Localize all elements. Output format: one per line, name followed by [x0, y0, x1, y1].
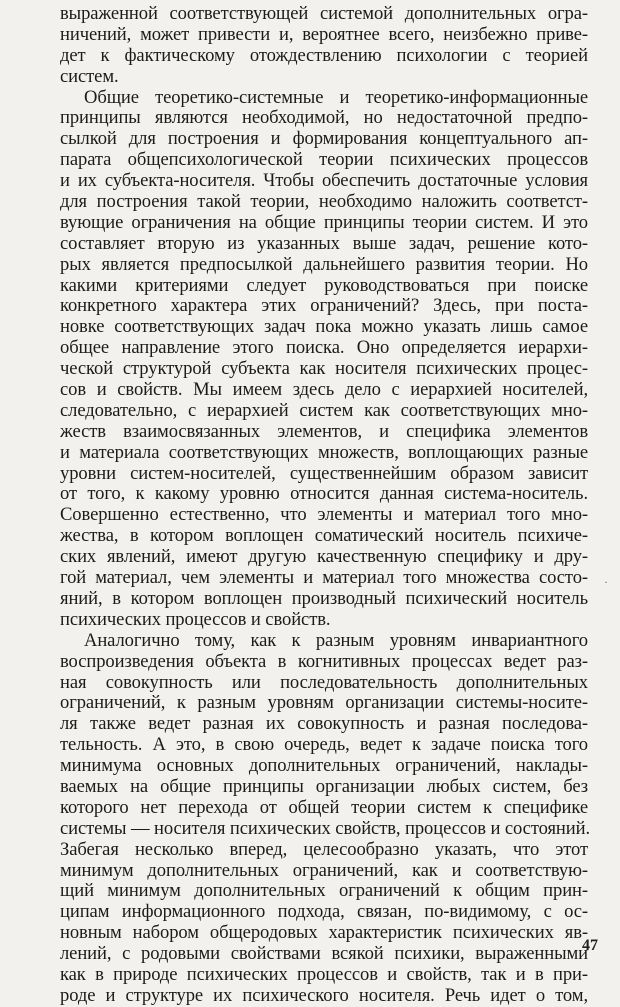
- text-line: уровни систем-носителей, существеннейшим образом зависит: [60, 462, 588, 484]
- text-line: рых является предпосылкой дальнейшего развития теории. Но: [60, 253, 588, 275]
- text-line: новным набором общеродовых характеристик психических яв-: [60, 922, 588, 944]
- text-line: ная совокупность или последовательность дополнительных: [60, 671, 588, 693]
- text-line: парата общепсихологической теории психических процессов: [60, 149, 588, 171]
- page-number: 47: [582, 937, 598, 954]
- text-line: минимума основных дополнительных ограничений, наклады-: [60, 755, 588, 777]
- text-line: Совершенно естественно, что элементы и материал того мно-: [60, 504, 588, 526]
- text-line: ципам информационного подхода, связан, по-видимому, с ос-: [60, 901, 588, 923]
- text-line: общее направление этого поиска. Оно определяется иерархи-: [60, 337, 588, 359]
- text-line: Забегая несколько вперед, целесообразно указать, что этот: [60, 838, 588, 860]
- text-line: яний, в котором воплощен производный психический носитель: [60, 587, 588, 609]
- text-line: психических процессов и свойств.: [60, 608, 331, 630]
- text-line: систем.: [60, 65, 119, 87]
- text-line: как в природе психических процессов и свойств, так и в при-: [60, 963, 588, 985]
- body-text: [60, 4, 588, 1007]
- text-line: ваемых на общие принципы организации любых систем, без: [60, 775, 588, 797]
- text-line: сов и свойств. Мы имеем здесь дело с иерархией носителей,: [60, 379, 588, 401]
- margin-mark: ·: [604, 575, 608, 589]
- text-line: какими критериями следует руководствоваться при поиске: [60, 274, 588, 296]
- text-line: роде и структуре их психического носителя. Речь идет о том,: [60, 984, 588, 1006]
- text-line: ничений, может привести и, вероятнее всего, неизбежно приве-: [60, 23, 588, 45]
- text-line: воспроизведения объекта в когнитивных процессах ведет раз-: [60, 650, 588, 672]
- text-line: принципы являются необходимой, но недостаточной предпо-: [60, 107, 588, 129]
- text-line: лений, с родовыми свойствами всякой психики, выраженными: [60, 943, 588, 965]
- text-line: составляет вторую из указанных выше задач, решение кото-: [60, 232, 588, 254]
- text-line: новке соответствующих задач пока можно указать лишь самое: [60, 316, 588, 338]
- text-line: жества, в котором воплощен соматический носитель психиче-: [60, 525, 588, 547]
- text-line: ограничений, к разным уровням организации системы-носите-: [60, 692, 588, 714]
- text-line: минимум дополнительных ограничений, как и соответствую-: [60, 859, 588, 881]
- text-line: ских явлений, имеют другую качественную специфику и дру-: [60, 546, 588, 568]
- text-line: и их субъекта-носителя. Чтобы обеспечить достаточные условия: [60, 170, 588, 192]
- text-line: которого нет перехода от общей теории систем к специфике: [60, 796, 588, 818]
- text-line: гой материал, чем элементы и материал того множества состо-: [60, 567, 588, 589]
- text-line: и материала соответствующих множеств, воплощающих разные: [60, 441, 588, 463]
- text-line: вующие ограничения на общие принципы теории систем. И это: [60, 211, 588, 233]
- text-line: щий минимум дополнительных ограничений к общим прин-: [60, 880, 588, 902]
- text-line: для построения такой теории, необходимо наложить соответст-: [60, 191, 588, 213]
- text-line: дет к фактическому отождествлению психологии с теорией: [60, 44, 588, 66]
- text-line: от того, к какому уровню относится данная система-носитель.: [60, 483, 588, 505]
- text-line: тельность. А это, в свою очередь, ведет к задаче поиска того: [60, 734, 588, 756]
- text-line: ческой структурой субъекта как носителя психических процес-: [60, 358, 588, 380]
- text-line: сылкой для построения и формирования концептуального ап-: [60, 128, 588, 150]
- text-line: жеств взаимосвязанных элементов, и специфика элементов: [60, 420, 588, 442]
- text-line: конкретного характера этих ограничений? Здесь, при поста-: [60, 295, 588, 317]
- text-line: следовательно, с иерархией систем как соответствующих мно-: [60, 399, 588, 421]
- text-line: ля также ведет разная их совокупность и разная последова-: [60, 713, 588, 735]
- text-line: выраженной соответствующей системой дополнительных огра-: [60, 3, 588, 24]
- text-line: системы — носителя психических свойств, процессов и состояний.: [60, 817, 590, 839]
- text-line: Аналогично тому, как к разным уровням инвариантного: [84, 629, 588, 651]
- text-line: Общие теоретико-системные и теоретико-информационные: [84, 86, 588, 108]
